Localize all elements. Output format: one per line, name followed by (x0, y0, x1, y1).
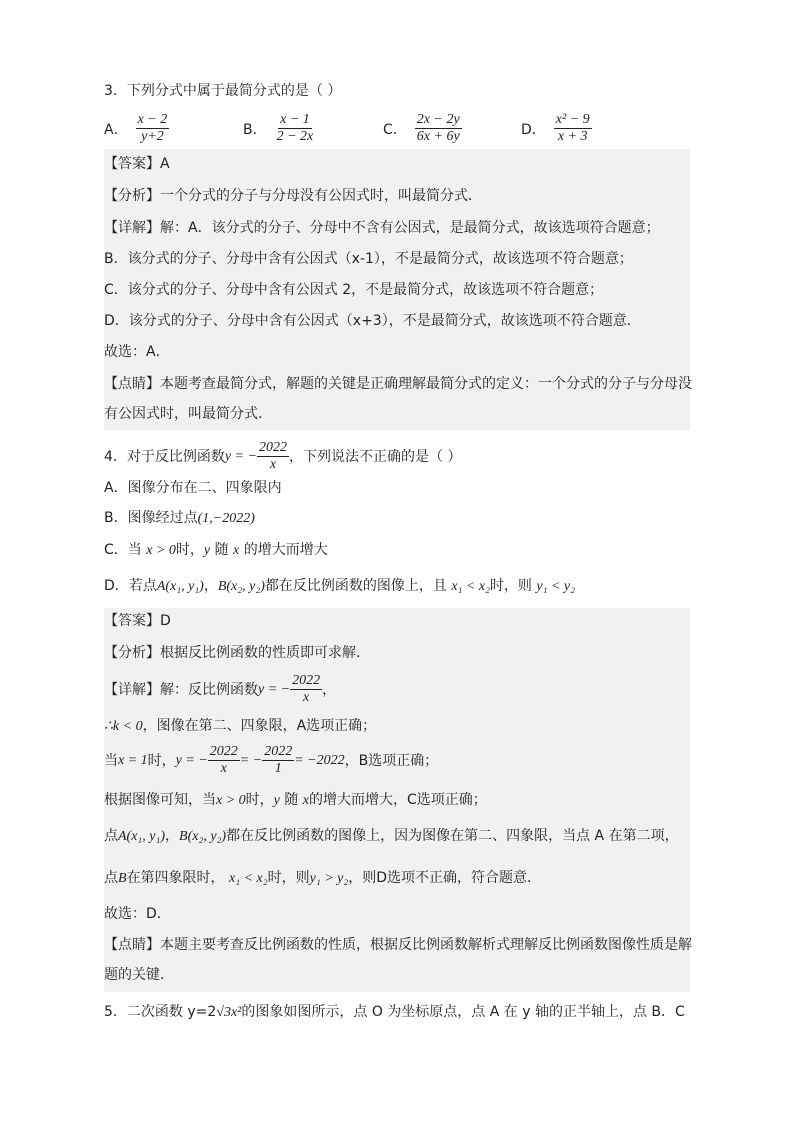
denominator: x (269, 457, 277, 472)
math-sqrt: √3 (216, 1005, 231, 1020)
separator: ， (165, 828, 180, 844)
math-var: B (118, 871, 127, 886)
step-text: ，B选项正确； (344, 752, 439, 769)
denominator: y+2 (141, 129, 164, 144)
step-text: 在第四象限时， (126, 870, 225, 886)
q3-analysis: 【分析】一个分式的分子与分母没有公因式时，叫最简分式． (104, 188, 482, 204)
option-label: B． (243, 121, 267, 138)
step-text: ，图像在第二、四象限，A选项正确； (142, 718, 377, 734)
q3-stem: 3．下列分式中属于最简分式的是（ ） (104, 83, 342, 99)
q4-answer: 【答案】D (104, 613, 171, 629)
math-result: = −2022 (294, 752, 345, 768)
q4-comment-line2: 题的关键． (104, 967, 174, 983)
denominator: 1 (274, 761, 282, 776)
separator: ， (203, 578, 218, 594)
math-result: y₁ < y₂ (536, 579, 575, 594)
q4-option-d (104, 576, 575, 597)
numerator: 2022 (264, 744, 293, 759)
q4-step-5 (104, 868, 541, 889)
q4-stem (104, 440, 461, 473)
math-condition: x > 0 (216, 793, 246, 808)
math-var: y (273, 793, 280, 808)
option-text: B．图像经过点 (104, 510, 198, 526)
fraction (275, 112, 316, 145)
option-text: C．当 (104, 542, 142, 558)
denominator: x (220, 761, 227, 776)
step-text: ，则D选项不正确，符合题意． (348, 870, 542, 886)
fraction (257, 440, 289, 473)
math-condition: x > 0 (146, 543, 176, 558)
math-var: x² (230, 1005, 242, 1020)
point-b: B(x₂, y₂) (179, 829, 227, 844)
math-condition: x₁ < x₂ (229, 871, 268, 886)
q3-detail-b: B．该分式的分子、分母中含有公因式（x-1），不是最简分式，故该选项不符合题意； (104, 251, 633, 267)
step-text: 根据图像可知，当 (104, 792, 216, 808)
denominator: 2 − 2x (276, 129, 314, 144)
step-text: 点 (104, 828, 118, 844)
q4-step-1 (104, 716, 376, 737)
function-lhs: y = − (258, 681, 291, 697)
detail-text: ， (322, 681, 337, 698)
step-text: 时， (147, 752, 176, 769)
math-var: x (233, 543, 240, 558)
point-a: A(x₁, y₁) (156, 579, 204, 594)
q4-step-2 (104, 744, 438, 777)
math-condition: x₁ < x₂ (451, 579, 490, 594)
fraction (554, 112, 592, 145)
option-label: C． (383, 121, 407, 138)
option-text: 时，则 (489, 578, 532, 594)
q3-choose: 故选：A． (104, 344, 170, 360)
stem-text: 的图象如图所示，点 O 为坐标原点，点 A 在 y 轴的正半轴上，点 B．C (241, 1004, 685, 1020)
q4-option-a: A．图像分布在二、四象限内 (104, 480, 282, 496)
fraction (415, 112, 462, 145)
numerator: x − 1 (280, 112, 310, 127)
step-text: 都在反比例函数的图像上，因为图像在第二、四象限，当点 A 在第二项， (226, 828, 679, 844)
option-text: 时， (175, 542, 204, 558)
option-text: 的增大而增大 (243, 542, 328, 558)
stem-text: 4．对于反比例函数 (104, 448, 225, 465)
math-var: y (203, 543, 211, 558)
q4-choose: 故选：D． (104, 906, 171, 922)
fraction (290, 673, 322, 706)
option-label: D． (521, 121, 546, 138)
point-a: A(x₁, y₁) (118, 829, 166, 844)
step-text: 时， (245, 792, 274, 808)
stem-text: ，下列说法不正确的是（ ） (289, 448, 462, 465)
denominator: x (303, 690, 310, 705)
q3-answer: 【答案】A (104, 156, 170, 172)
option-text: 都在反比例函数的图像上，且 (264, 578, 447, 594)
denominator: x + 3 (557, 129, 588, 144)
q3-option-c (383, 112, 462, 145)
fraction (262, 744, 294, 777)
function-lhs: y = − (224, 448, 258, 464)
point-coords: (1,−2022) (197, 511, 255, 526)
numerator: 2022 (292, 673, 321, 688)
q4-option-b (104, 508, 255, 529)
denominator: 6x + 6y (416, 129, 460, 144)
point-b: B(x₂, y₂) (217, 579, 265, 594)
q3-detail-c: C．该分式的分子、分母中含有公因式 2，不是最简分式，故该选项不符合题意； (104, 282, 604, 298)
numerator: 2022 (259, 440, 288, 455)
step-text: 点 (104, 870, 118, 886)
step-text: 随 (284, 792, 299, 808)
q3-comment-line1: 【点睛】本题考查最简分式，解题的关键是正确理解最简分式的定义：一个分式的分子与分母没 (104, 376, 692, 392)
numerator: 2x − 2y (416, 112, 460, 127)
q3-option-b (243, 112, 315, 145)
stem-text: 5．二次函数 y=2 (104, 1004, 217, 1020)
math-condition: x = 1 (118, 752, 148, 768)
numerator: x² − 9 (555, 112, 590, 127)
step-text: 时，则 (267, 870, 310, 886)
q4-option-c (104, 540, 328, 561)
q4-step-3 (104, 790, 487, 811)
step-text: 的增大而增大，C选项正确； (309, 792, 487, 808)
q3-detail-d: D．该分式的分子、分母中含有公因式（x+3），不是最简分式，故该选项不符合题意． (104, 313, 641, 329)
q4-analysis: 【分析】根据反比例函数的性质即可求解． (104, 645, 370, 661)
q4-comment-line1: 【点睛】本题主要考查反比例函数的性质，根据反比例函数解析式理解反比例函数图像性质是解 (104, 937, 692, 953)
option-label: A． (104, 121, 128, 138)
q4-detail (104, 673, 336, 706)
detail-text: 【详解】解：反比例函数 (104, 681, 258, 698)
numerator: x − 2 (137, 112, 168, 127)
q3-option-d (521, 112, 592, 145)
q3-option-a (104, 112, 169, 145)
math-operator: = − (239, 752, 263, 768)
q4-step-4 (104, 826, 679, 847)
fraction (208, 744, 240, 777)
fraction (136, 112, 170, 145)
step-text: 当 (104, 752, 118, 769)
q3-detail: 【详解】解：A．该分式的分子、分母中不含有公因式，是最简分式，故该选项符合题意； (104, 220, 660, 236)
option-text: 随 (214, 542, 229, 558)
q5-stem (104, 1002, 685, 1023)
math-var: x (302, 793, 310, 808)
numerator: 2022 (209, 744, 238, 759)
math-result: y₁ > y₂ (309, 871, 349, 886)
function-lhs: y = − (175, 752, 208, 768)
math-condition: ∴k < 0 (104, 719, 143, 734)
option-text: D．若点 (104, 578, 157, 594)
q3-comment-line2: 有公因式时，叫最简分式． (104, 406, 272, 422)
